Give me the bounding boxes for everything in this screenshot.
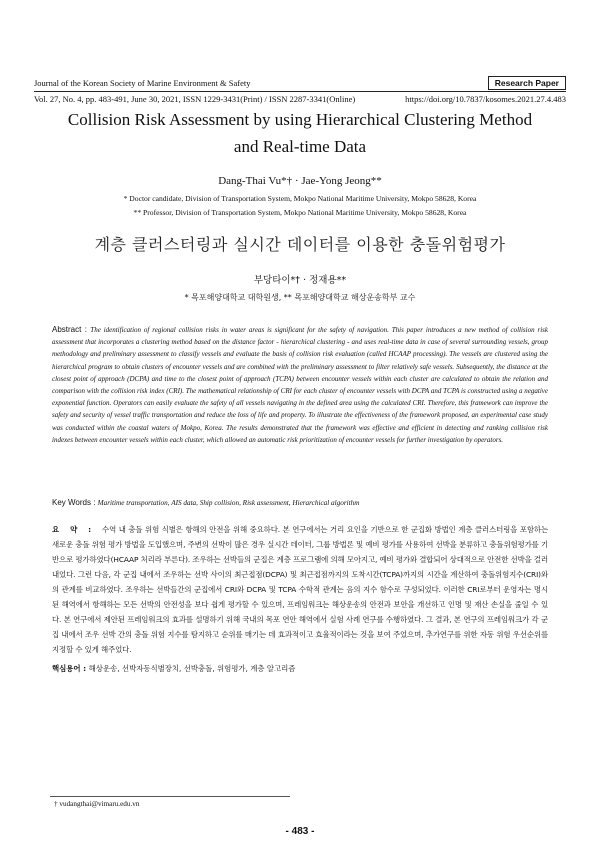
- korean-keywords-text: 해상운송, 선박자동식별장치, 선박충돌, 위험평가, 계층 알고리즘: [88, 664, 296, 673]
- korean-authors: 부당타이*† · 정재용**: [253, 275, 347, 286]
- korean-title: 계층 클러스터링과 실시간 데이터를 이용한 충돌위험평가: [94, 235, 506, 254]
- issue-info: Vol. 27, No. 4, pp. 483-491, June 30, 2021, ISSN 1229-3431(Print) / ISSN 2287-3341(Online): [34, 94, 356, 104]
- footnote-rule: [50, 796, 290, 797]
- affiliation-2: ** Professor, Division of Transportation System, Mokpo National Maritime University, Mokpo 58628, Korea: [133, 208, 467, 217]
- header-rule: [34, 91, 566, 92]
- title-line-1: Collision Risk Assessment by using Hierarchical Clustering Method: [67, 110, 533, 129]
- page-number: - 483 -: [285, 826, 315, 837]
- corresponding-email: † vudangthai@vimaru.edu.vn: [54, 800, 140, 808]
- korean-abstract: [52, 522, 548, 657]
- korean-keywords: [52, 663, 548, 674]
- journal-name: Journal of the Korean Society of Marine Environment & Safety: [34, 78, 251, 88]
- abstract: [52, 324, 548, 446]
- abstract-text: The identification of regional collision risks in water areas is significant for the safety of navigation. This paper introduces a new method of collision risk assessment that incorporates a clustering method based on the distance factor - hierarchical clustering - and uses real-time data in case of several surrounding vessels, group methodology and preliminary assessment to classify vessels and evaluate the basis of collision risk evaluation (called HCAAP processing). The vessels are clustered using the hierarchical program to obtain clusters of encounter vessels and are combined with the preliminary assessment to filter relatively safe vessels. Subsequently, the distance at the closest point of approach (DCPA) and time to the closest point of approach (TCPA) between encounter vessels within each cluster are calculated to obtain the relation and comparison with the collision risk index (CRI). The mathematical relationship of CRI for each cluster of encounter vessels with DCPA and TCPA is constructed using a negative exponential function. Operators can easily evaluate the safety of all vessels navigating in the defined area using the calculated CRI. Therefore, this framework can improve the safety and security of vessel traffic transportation and reduce the loss of life and property. To illustrate the effectiveness of the framework proposed, an experimental case study was conducted within the coastal waters of Mokpo, Korea. The results demonstrated that the framework was effective and efficient in detecting and ranking collision risk indexes between encounter vessels within each cluster, which allowed an automatic risk prioritization of encounter vessels for further investigation by operators.: [52, 326, 548, 444]
- abstract-label: Abstract :: [52, 325, 91, 334]
- korean-abstract-text: 수역 내 충돌 위험 식별은 항해의 안전을 위해 중요하다. 본 연구에서는 거리 요인을 기반으로 한 군집화 방법인 계층 클러스터링을 포함하는 새로운 충돌 위험 평가 방법을 도입했으며, 주변의 선박이 많은 경우 실시간 데이터, 그룹 방법론 및 예비 평가를 사용하여 선박을 분류하고 충돌위험평가를 기반으로 평가하였다(HCAAP 처리라 부른다). 조우하는 선박들의 군집은 계층 프로그램에 의해 모아지고, 예비 평가와 결합되어 상대적으로 안전한 선박을 걸러내었다. 그런 다음, 각 군집 내에서 조우하는 선박 사이의 최근접점(DCPA) 및 최근접점까지의 도착시간(TCPA)까지의 시간을 계산하여 충돌위험지수(CRI)와의 관계를 비교하였다. 조우하는 선박들간의 군집에서 CRI와 DCPA 및 TCPA 수학적 관계는 음의 지수 함수로 구성되었다. 이러한 CRI로부터 운영자는 명시된 해역에서 항해하는 모든 선박의 안전성을 보다 쉽게 평가할 수 있으며, 프레임워크는 해상운송의 안전과 보안을 개선하고 인명 및 재산 손실을 줄일 수 있다. 본 연구에서 제안된 프레임워크의 효과를 설명하기 위해 국내의 목포 연안 해역에서 실험 사례 연구를 수행하였다. 그 결과, 본 연구의 프레임워크가 각 군집 내에서 조우 선박 간의 충돌 위험 지수를 탐지하고 순위를 매기는 데 효과적이고 효율적이라는 것을 보여 주었으며, 추가연구를 위한 자동 위험 우선순위를 지정할 수 있게 해주었다.: [52, 525, 548, 654]
- research-paper-badge: Research Paper: [488, 76, 566, 90]
- korean-affiliation: * 목포해양대학교 대학원생, ** 목포해양대학교 해상운송학부 교수: [184, 293, 416, 302]
- affiliation-1: * Doctor candidate, Division of Transportation System, Mokpo National Maritime University, Mokpo 58628, Korea: [123, 194, 477, 203]
- korean-abstract-label: 요 약 :: [52, 525, 103, 534]
- keywords: [52, 498, 548, 507]
- title-line-2: and Real-time Data: [233, 137, 367, 156]
- keywords-text: Maritime transportation, AIS data, Ship collision, Risk assessment, Hierarchical algorithm: [97, 499, 360, 507]
- author-list: Dang-Thai Vu*† · Jae-Yong Jeong**: [218, 175, 382, 187]
- doi-link[interactable]: https://doi.org/10.7837/kosomes.2021.27.4.483: [405, 94, 566, 104]
- paper-title: [40, 106, 560, 160]
- keywords-label: Key Words :: [52, 498, 98, 507]
- korean-keywords-label: 핵심용어 :: [52, 664, 89, 673]
